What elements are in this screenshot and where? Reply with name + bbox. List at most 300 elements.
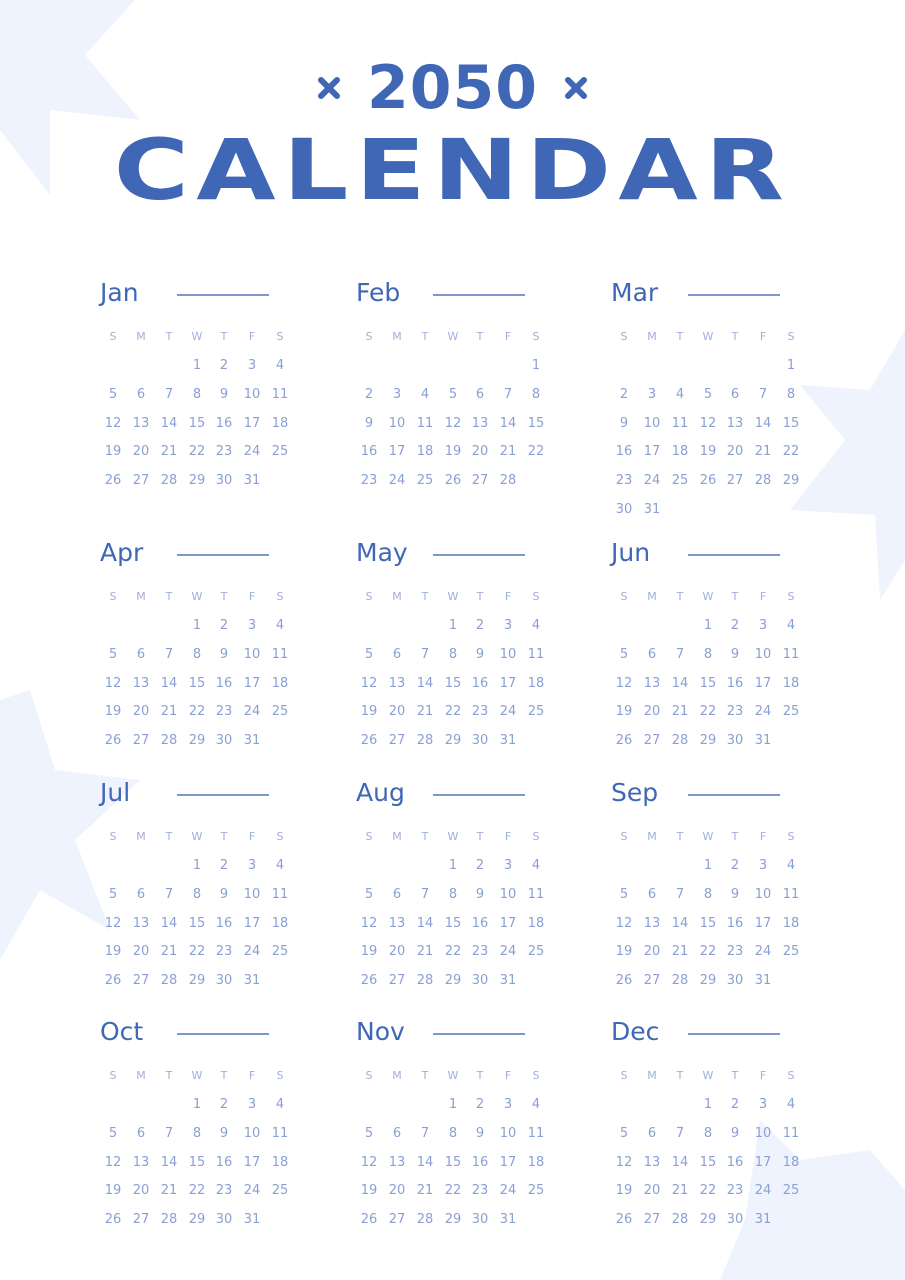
day-number: 19 — [360, 1183, 378, 1199]
day-number: 29 — [699, 1212, 717, 1228]
day-number: 22 — [782, 444, 800, 460]
day-number: 14 — [671, 915, 689, 931]
day-number: 19 — [104, 444, 122, 460]
day-number: 8 — [192, 1125, 202, 1141]
day-number: 12 — [360, 915, 378, 931]
month-name: Jan — [100, 278, 139, 307]
day-number: 19 — [360, 944, 378, 960]
day-number: 4 — [786, 618, 796, 633]
month-name: Sep — [611, 778, 659, 807]
day-number: 7 — [503, 386, 513, 402]
day-number: 3 — [758, 858, 768, 873]
weekday-label: M — [136, 1069, 146, 1082]
day-number: 18 — [527, 915, 545, 931]
day-number: 25 — [527, 944, 545, 960]
weekday-label: W — [447, 1069, 459, 1082]
day-number: 17 — [388, 444, 406, 460]
day-number: 23 — [471, 1183, 489, 1199]
weekday-label: F — [759, 830, 767, 843]
day-number: 24 — [754, 704, 772, 720]
day-number: 30 — [726, 973, 744, 989]
month-name: Dec — [611, 1017, 660, 1046]
day-number: 10 — [243, 386, 261, 402]
day-number: 4 — [275, 358, 285, 373]
day-number: 8 — [531, 386, 541, 402]
day-number: 24 — [243, 944, 261, 960]
day-number: 9 — [475, 646, 485, 662]
month-header — [611, 778, 811, 818]
day-number: 21 — [160, 1183, 178, 1199]
day-number: 3 — [392, 386, 402, 402]
day-number: 4 — [420, 386, 430, 402]
weekday-label: T — [476, 1069, 484, 1082]
day-number: 23 — [360, 473, 378, 489]
day-number: 15 — [782, 415, 800, 431]
day-number: 27 — [132, 1212, 150, 1228]
day-number: 30 — [215, 473, 233, 489]
day-number: 18 — [271, 1154, 289, 1170]
day-number: 29 — [188, 733, 206, 749]
weekday-label: T — [220, 330, 228, 343]
month-divider — [177, 554, 269, 556]
day-number: 19 — [615, 704, 633, 720]
day-number: 11 — [782, 646, 800, 662]
day-number: 2 — [219, 618, 229, 633]
day-number: 9 — [219, 646, 229, 662]
weekday-label: T — [476, 330, 484, 343]
day-number: 26 — [360, 1212, 378, 1228]
day-number: 21 — [671, 944, 689, 960]
day-number: 1 — [703, 858, 713, 873]
day-number: 8 — [192, 886, 202, 902]
day-number: 12 — [444, 415, 462, 431]
month-header — [611, 538, 811, 578]
weekday-label: S — [787, 590, 795, 603]
day-number: 27 — [388, 1212, 406, 1228]
day-number: 31 — [243, 473, 261, 489]
day-number: 10 — [754, 1125, 772, 1141]
weekday-label: T — [421, 1069, 429, 1082]
day-number: 23 — [215, 1183, 233, 1199]
day-number: 4 — [275, 618, 285, 633]
day-number: 27 — [643, 1212, 661, 1228]
day-number: 20 — [132, 444, 150, 460]
day-number: 27 — [132, 733, 150, 749]
month-jun — [611, 538, 811, 749]
weekday-label: M — [392, 330, 402, 343]
month-divider — [177, 794, 269, 796]
day-number: 15 — [444, 915, 462, 931]
day-number: 20 — [471, 444, 489, 460]
weekday-label: S — [532, 330, 540, 343]
day-number: 12 — [615, 915, 633, 931]
day-number: 7 — [675, 886, 685, 902]
day-number: 16 — [471, 1154, 489, 1170]
day-number: 3 — [647, 386, 657, 402]
weekday-label: T — [731, 330, 739, 343]
day-number: 25 — [527, 704, 545, 720]
day-number: 20 — [132, 944, 150, 960]
day-number: 7 — [420, 1125, 430, 1141]
day-number: 30 — [215, 973, 233, 989]
weekday-label: W — [702, 1069, 714, 1082]
day-number: 24 — [499, 944, 517, 960]
day-number: 30 — [471, 733, 489, 749]
weekday-label: F — [759, 1069, 767, 1082]
day-number: 15 — [188, 915, 206, 931]
day-number: 16 — [726, 915, 744, 931]
day-number: 7 — [164, 886, 174, 902]
day-number: 15 — [188, 1154, 206, 1170]
day-number: 21 — [416, 704, 434, 720]
day-number: 20 — [132, 704, 150, 720]
weekday-label: S — [109, 1069, 117, 1082]
day-number: 17 — [243, 675, 261, 691]
day-number: 22 — [699, 1183, 717, 1199]
day-number: 12 — [615, 1154, 633, 1170]
month-header — [356, 278, 556, 318]
day-number: 16 — [360, 444, 378, 460]
day-number: 21 — [499, 444, 517, 460]
day-number: 2 — [219, 1097, 229, 1112]
day-number: 29 — [699, 733, 717, 749]
day-number: 15 — [188, 675, 206, 691]
day-number: 6 — [392, 886, 402, 902]
day-number: 27 — [643, 973, 661, 989]
day-number: 8 — [703, 646, 713, 662]
day-number: 2 — [475, 618, 485, 633]
month-header — [356, 538, 556, 578]
weekday-label: T — [731, 1069, 739, 1082]
day-number: 28 — [160, 973, 178, 989]
day-number: 16 — [615, 444, 633, 460]
day-number: 28 — [671, 973, 689, 989]
day-number: 23 — [726, 704, 744, 720]
weekday-label: S — [276, 1069, 284, 1082]
day-number: 17 — [754, 1154, 772, 1170]
day-number: 15 — [699, 1154, 717, 1170]
day-number: 1 — [448, 858, 458, 873]
month-name: Feb — [356, 278, 401, 307]
day-number: 18 — [782, 1154, 800, 1170]
weekday-label: W — [447, 590, 459, 603]
day-number: 1 — [192, 1097, 202, 1112]
day-number: 15 — [444, 675, 462, 691]
cross-icon — [564, 76, 588, 100]
day-number: 8 — [703, 886, 713, 902]
month-divider — [433, 554, 525, 556]
day-number: 15 — [699, 915, 717, 931]
month-divider — [688, 554, 780, 556]
day-number: 21 — [160, 704, 178, 720]
day-number: 21 — [671, 704, 689, 720]
weekday-label: T — [676, 590, 684, 603]
day-number: 13 — [388, 1154, 406, 1170]
day-number: 3 — [503, 858, 513, 873]
day-number: 18 — [271, 415, 289, 431]
day-number: 16 — [726, 675, 744, 691]
cross-icon — [317, 76, 341, 100]
day-number: 26 — [104, 1212, 122, 1228]
day-number: 16 — [215, 415, 233, 431]
day-number: 31 — [243, 733, 261, 749]
weekday-label: M — [136, 330, 146, 343]
weekday-label: T — [421, 330, 429, 343]
day-number: 31 — [499, 733, 517, 749]
month-jul — [100, 778, 300, 989]
day-number: 25 — [782, 704, 800, 720]
day-number: 24 — [754, 944, 772, 960]
weekday-label: T — [676, 1069, 684, 1082]
day-number: 17 — [243, 1154, 261, 1170]
day-number: 14 — [499, 415, 517, 431]
day-number: 13 — [388, 915, 406, 931]
day-number: 18 — [271, 915, 289, 931]
day-number: 17 — [499, 675, 517, 691]
month-name: Jun — [611, 538, 651, 567]
day-number: 31 — [754, 1212, 772, 1228]
day-number: 18 — [527, 1154, 545, 1170]
day-number: 18 — [671, 444, 689, 460]
day-number: 19 — [104, 944, 122, 960]
day-number: 6 — [730, 386, 740, 402]
weekday-label: S — [787, 830, 795, 843]
day-number: 9 — [219, 386, 229, 402]
day-number: 11 — [782, 1125, 800, 1141]
weekday-label: F — [759, 330, 767, 343]
month-header — [611, 278, 811, 318]
day-number: 23 — [215, 444, 233, 460]
month-mar — [611, 278, 811, 517]
weekday-label: M — [647, 590, 657, 603]
day-number: 29 — [444, 733, 462, 749]
weekday-label: F — [248, 830, 256, 843]
day-number: 5 — [364, 646, 374, 662]
year-title: 2050 — [367, 53, 538, 123]
weekday-label: S — [620, 330, 628, 343]
weekday-label: M — [136, 830, 146, 843]
day-number: 6 — [136, 386, 146, 402]
day-number: 5 — [364, 1125, 374, 1141]
day-number: 30 — [215, 733, 233, 749]
day-number: 19 — [444, 444, 462, 460]
day-number: 17 — [243, 415, 261, 431]
day-number: 11 — [416, 415, 434, 431]
day-number: 24 — [499, 704, 517, 720]
day-number: 5 — [703, 386, 713, 402]
month-header — [100, 1017, 300, 1057]
day-number: 29 — [444, 1212, 462, 1228]
day-number: 14 — [160, 675, 178, 691]
day-number: 9 — [475, 886, 485, 902]
weekday-label: S — [620, 590, 628, 603]
day-number: 24 — [499, 1183, 517, 1199]
day-number: 13 — [388, 675, 406, 691]
day-number: 25 — [782, 944, 800, 960]
weekday-label: F — [248, 590, 256, 603]
weekday-label: F — [248, 330, 256, 343]
day-number: 10 — [499, 646, 517, 662]
day-number: 22 — [699, 704, 717, 720]
day-number: 30 — [471, 1212, 489, 1228]
day-number: 28 — [416, 1212, 434, 1228]
day-number: 10 — [499, 886, 517, 902]
weekday-label: S — [787, 1069, 795, 1082]
day-number: 14 — [671, 675, 689, 691]
day-number: 26 — [699, 473, 717, 489]
day-number: 14 — [754, 415, 772, 431]
month-aug — [356, 778, 556, 989]
day-number: 2 — [619, 386, 629, 402]
day-number: 8 — [703, 1125, 713, 1141]
day-number: 26 — [360, 973, 378, 989]
day-number: 29 — [782, 473, 800, 489]
day-number: 2 — [730, 858, 740, 873]
day-number: 6 — [392, 1125, 402, 1141]
day-number: 24 — [243, 1183, 261, 1199]
day-number: 10 — [499, 1125, 517, 1141]
day-number: 11 — [671, 415, 689, 431]
day-number: 24 — [243, 704, 261, 720]
day-number: 4 — [531, 858, 541, 873]
day-number: 15 — [444, 1154, 462, 1170]
day-number: 16 — [215, 1154, 233, 1170]
weekday-label: M — [647, 330, 657, 343]
day-number: 10 — [754, 646, 772, 662]
month-oct — [100, 1017, 300, 1228]
day-number: 31 — [754, 733, 772, 749]
day-number: 5 — [364, 886, 374, 902]
day-number: 29 — [444, 973, 462, 989]
weekday-label: S — [532, 830, 540, 843]
weekday-label: S — [787, 330, 795, 343]
weekday-label: T — [421, 830, 429, 843]
day-number: 19 — [104, 1183, 122, 1199]
day-number: 12 — [699, 415, 717, 431]
day-number: 7 — [420, 886, 430, 902]
day-number: 9 — [364, 415, 374, 431]
day-number: 13 — [471, 415, 489, 431]
day-number: 12 — [104, 915, 122, 931]
weekday-label: S — [276, 830, 284, 843]
day-number: 28 — [160, 473, 178, 489]
day-number: 8 — [192, 386, 202, 402]
weekday-label: S — [109, 330, 117, 343]
day-number: 13 — [132, 915, 150, 931]
day-number: 26 — [444, 473, 462, 489]
day-number: 5 — [108, 886, 118, 902]
day-number: 22 — [188, 444, 206, 460]
weekday-label: W — [447, 830, 459, 843]
month-name: Aug — [356, 778, 405, 807]
day-number: 18 — [527, 675, 545, 691]
day-number: 30 — [726, 733, 744, 749]
day-number: 21 — [160, 944, 178, 960]
month-header — [611, 1017, 811, 1057]
day-number: 19 — [615, 1183, 633, 1199]
day-number: 5 — [448, 386, 458, 402]
weekday-label: F — [248, 1069, 256, 1082]
day-number: 24 — [243, 444, 261, 460]
day-number: 18 — [782, 915, 800, 931]
day-number: 25 — [271, 944, 289, 960]
day-number: 31 — [499, 1212, 517, 1228]
day-number: 24 — [388, 473, 406, 489]
weekday-label: F — [504, 830, 512, 843]
weekday-label: T — [731, 590, 739, 603]
day-number: 5 — [108, 386, 118, 402]
day-number: 25 — [416, 473, 434, 489]
day-number: 25 — [271, 1183, 289, 1199]
month-divider — [433, 794, 525, 796]
day-number: 10 — [388, 415, 406, 431]
day-number: 26 — [615, 973, 633, 989]
day-number: 6 — [136, 646, 146, 662]
day-number: 9 — [730, 646, 740, 662]
year-row — [0, 52, 905, 124]
day-number: 22 — [444, 1183, 462, 1199]
day-number: 13 — [643, 675, 661, 691]
weekday-label: T — [220, 1069, 228, 1082]
day-number: 22 — [444, 704, 462, 720]
star-shape-bottom-right — [720, 1120, 905, 1280]
day-number: 17 — [754, 675, 772, 691]
day-number: 14 — [160, 1154, 178, 1170]
day-number: 2 — [730, 618, 740, 633]
day-number: 2 — [219, 858, 229, 873]
month-divider — [433, 1033, 525, 1035]
day-number: 18 — [782, 675, 800, 691]
weekday-label: T — [676, 330, 684, 343]
weekday-label: S — [365, 1069, 373, 1082]
day-number: 17 — [643, 444, 661, 460]
day-number: 4 — [531, 1097, 541, 1112]
weekday-label: M — [392, 1069, 402, 1082]
day-number: 9 — [730, 1125, 740, 1141]
day-number: 17 — [243, 915, 261, 931]
day-number: 31 — [754, 973, 772, 989]
day-number: 8 — [448, 646, 458, 662]
month-name: Apr — [100, 538, 144, 567]
month-jan — [100, 278, 300, 489]
day-number: 4 — [531, 618, 541, 633]
weekday-label: T — [220, 590, 228, 603]
day-number: 31 — [243, 973, 261, 989]
day-number: 10 — [243, 886, 261, 902]
day-number: 20 — [643, 1183, 661, 1199]
weekday-label: T — [165, 330, 173, 343]
day-number: 5 — [619, 1125, 629, 1141]
day-number: 27 — [132, 973, 150, 989]
day-number: 14 — [416, 675, 434, 691]
weekday-label: S — [276, 590, 284, 603]
day-number: 27 — [132, 473, 150, 489]
day-number: 3 — [247, 1097, 257, 1112]
day-number: 7 — [675, 646, 685, 662]
day-number: 15 — [188, 415, 206, 431]
month-apr — [100, 538, 300, 749]
weekday-label: F — [504, 330, 512, 343]
day-number: 10 — [643, 415, 661, 431]
day-number: 13 — [726, 415, 744, 431]
day-number: 3 — [503, 618, 513, 633]
day-number: 1 — [192, 358, 202, 373]
day-number: 18 — [271, 675, 289, 691]
day-number: 23 — [215, 704, 233, 720]
weekday-label: T — [165, 590, 173, 603]
day-number: 20 — [643, 704, 661, 720]
day-number: 29 — [188, 1212, 206, 1228]
